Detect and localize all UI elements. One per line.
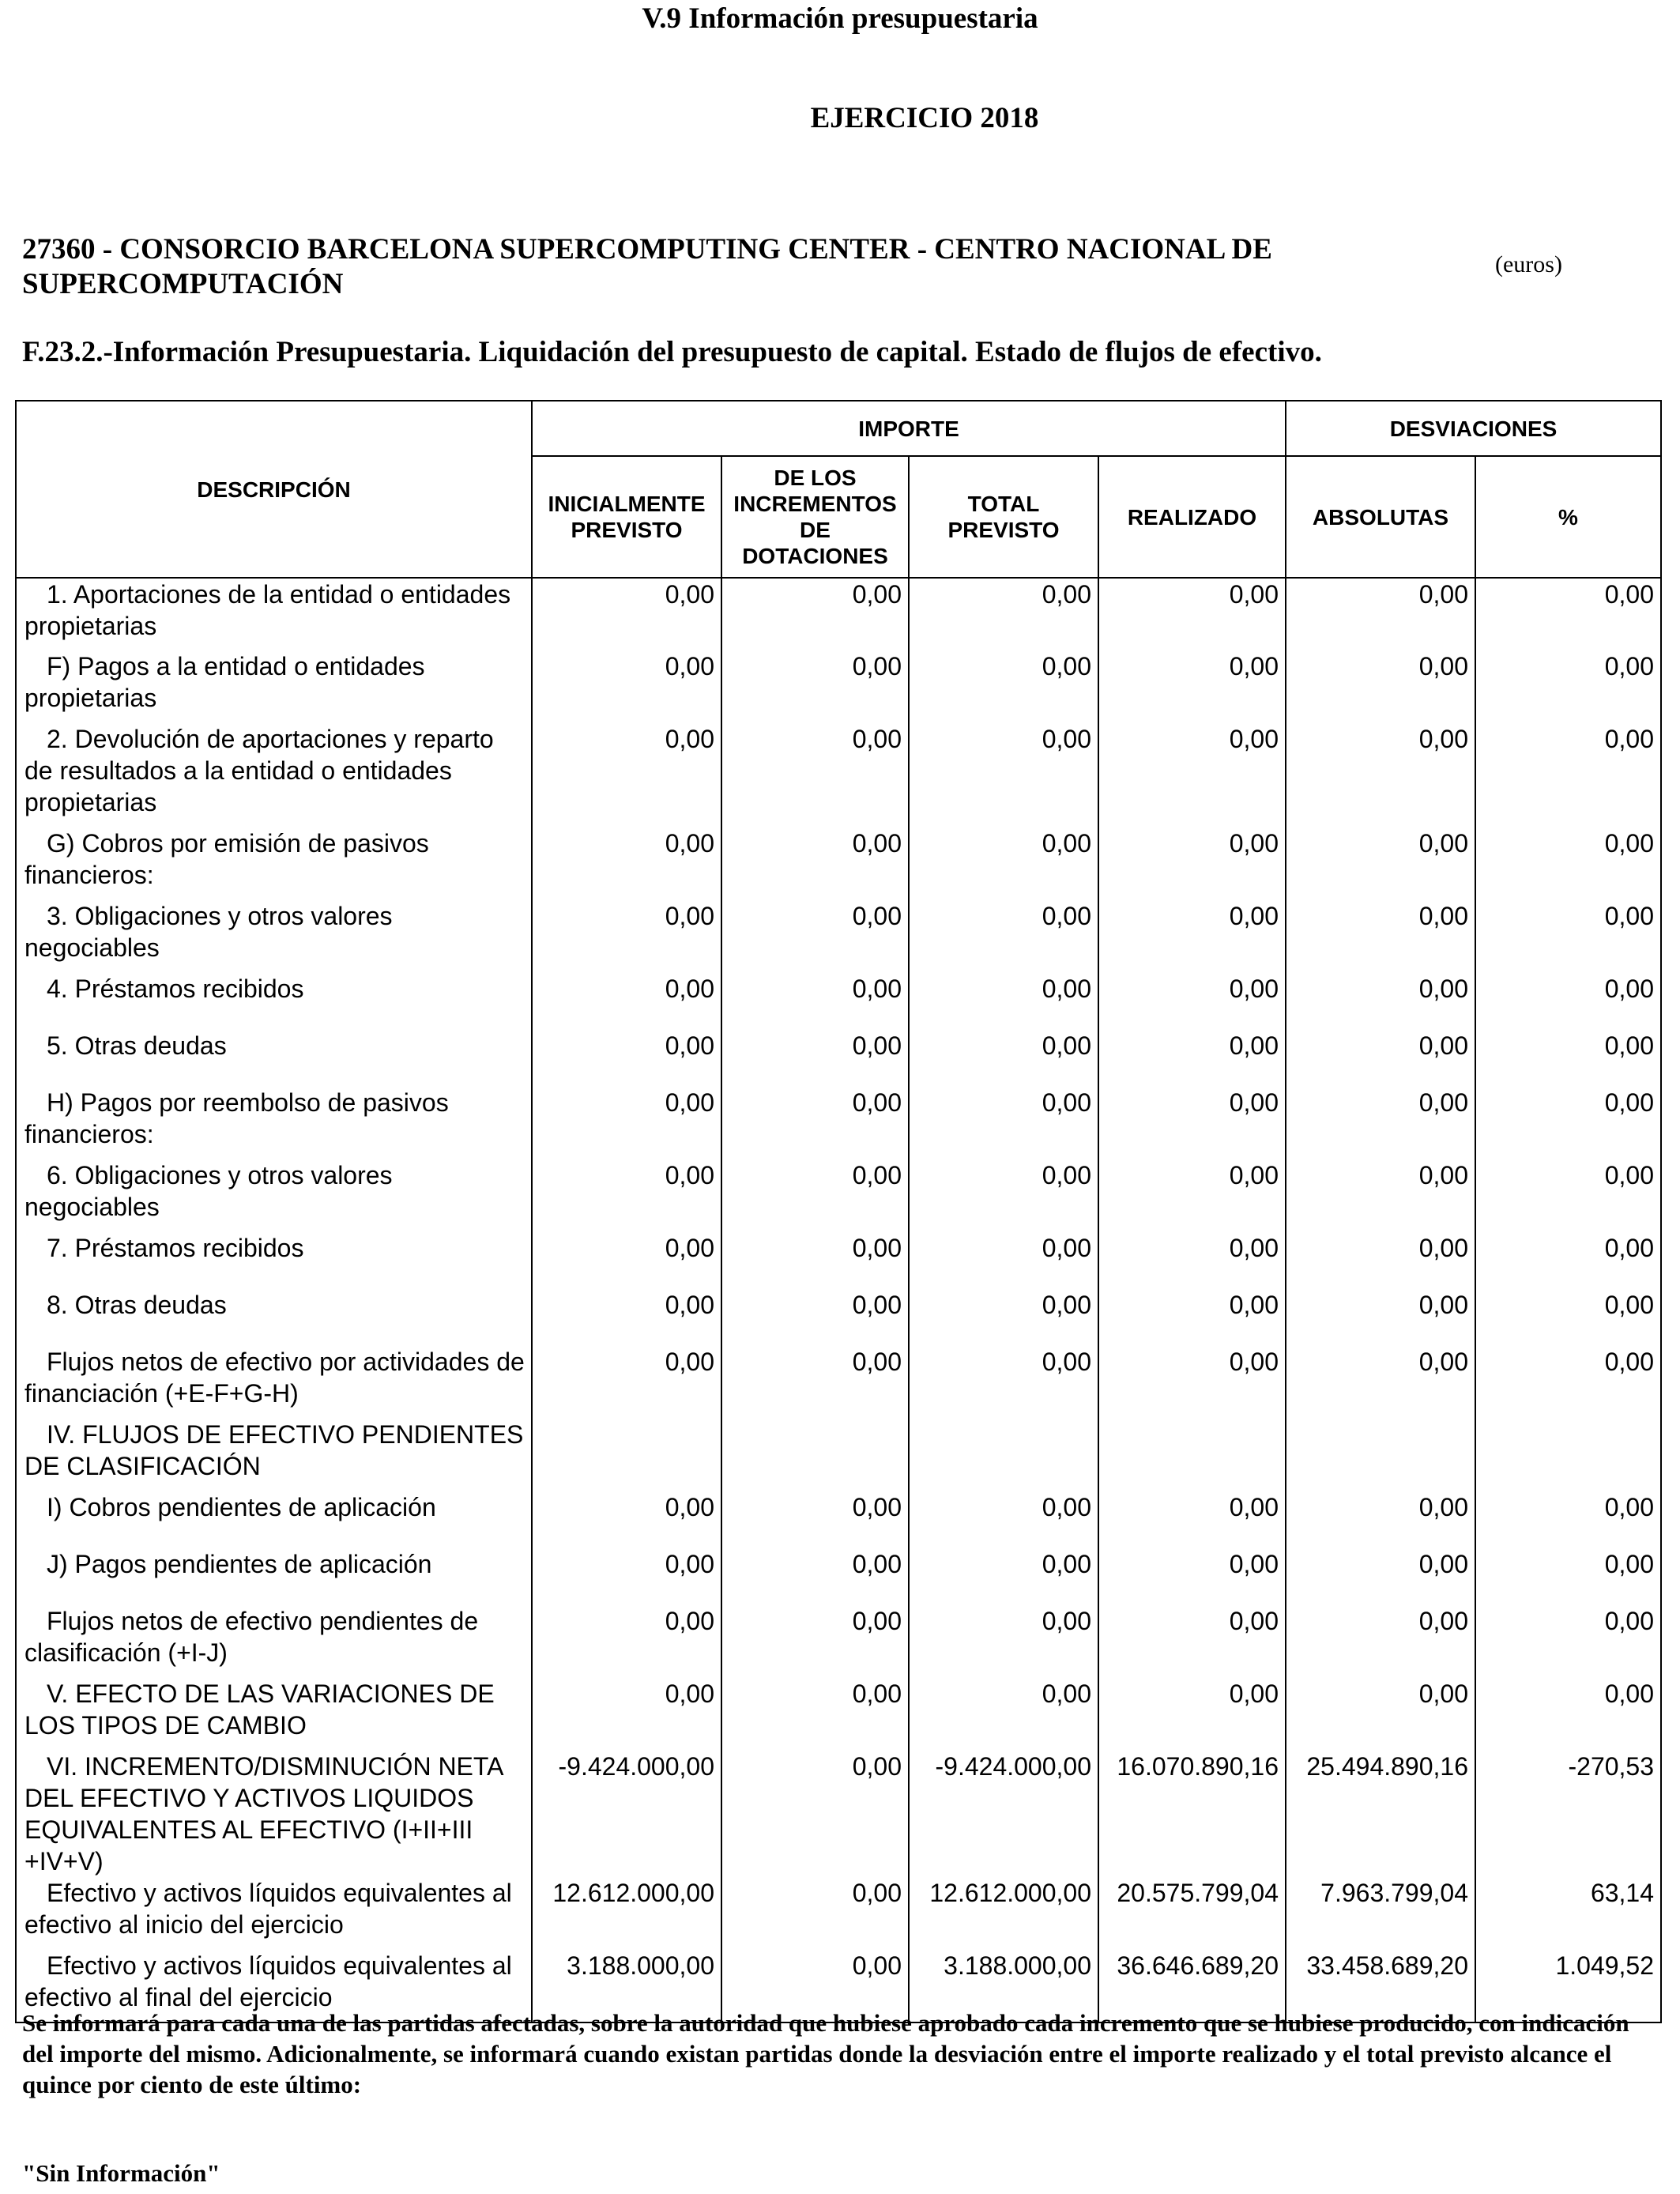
row-value: 0,00 [721,900,909,973]
table-row [16,1159,1661,1232]
row-description: Flujos netos de efectivo por actividades de financiación (+E-F+G-H) [16,1346,532,1419]
row-description: J) Pagos pendientes de aplicación [16,1548,532,1605]
row-value: 0,00 [532,650,721,723]
row-value: 0,00 [1286,1087,1475,1159]
row-value: -9.424.000,00 [909,1751,1098,1877]
row-value [1475,1419,1661,1491]
row-value: 0,00 [1098,1159,1286,1232]
row-value [1098,1419,1286,1491]
row-value: 16.070.890,16 [1098,1751,1286,1877]
row-value: 0,00 [721,578,909,650]
row-value: 0,00 [1475,1605,1661,1678]
row-value: 0,00 [1098,1346,1286,1419]
row-value: 0,00 [1286,1030,1475,1087]
row-value: 0,00 [909,1087,1098,1159]
header-incrementos-dotaciones: DE LOS INCREMENTOS DE DOTACIONES [721,456,909,578]
row-value: 33.458.689,20 [1286,1950,1475,2022]
row-value: 0,00 [721,1605,909,1678]
row-value: 0,00 [909,1605,1098,1678]
row-value: 0,00 [721,1548,909,1605]
header-description: DESCRIPCIÓN [16,401,532,578]
row-value: 0,00 [1475,827,1661,900]
table-row [16,650,1661,723]
header-importe: IMPORTE [532,401,1286,456]
table-row [16,973,1661,1030]
cash-flow-table [15,400,1662,2023]
table-body [16,578,1661,2022]
table-row [16,1419,1661,1491]
row-value: 0,00 [1098,1548,1286,1605]
row-description: G) Cobros por emisión de pasivos financieros: [16,827,532,900]
row-value: 0,00 [1475,1030,1661,1087]
row-value: 0,00 [909,578,1098,650]
header-realizado: REALIZADO [1098,456,1286,578]
row-value: 0,00 [1286,1346,1475,1419]
table-row [16,1548,1661,1605]
form-title: F.23.2.-Información Presupuestaria. Liquidación del presupuesto de capital. Estado de flujos de efectivo. [22,336,1322,368]
row-value: 0,00 [909,1232,1098,1289]
row-value: 0,00 [1098,900,1286,973]
exercise-year: EJERCICIO 2018 [810,102,1039,134]
header-percent: % [1475,456,1661,578]
row-value: 0,00 [721,827,909,900]
table-row [16,1678,1661,1751]
section-title: V.9 Información presupuestaria [642,2,1038,35]
table-row [16,723,1661,827]
header-total-previsto: TOTAL PREVISTO [909,456,1098,578]
row-value: 0,00 [1098,578,1286,650]
row-value: 0,00 [1098,1678,1286,1751]
row-value: 0,00 [909,1289,1098,1346]
row-value: 0,00 [1286,723,1475,827]
row-value: 0,00 [1475,1346,1661,1419]
row-value: 0,00 [1098,1289,1286,1346]
row-value: 0,00 [532,1491,721,1548]
row-value: 7.963.799,04 [1286,1877,1475,1950]
row-value [532,1419,721,1491]
row-value: 0,00 [909,1030,1098,1087]
row-value: 0,00 [1098,1030,1286,1087]
table-row [16,1877,1661,1950]
row-description: 7. Préstamos recibidos [16,1232,532,1289]
row-value: 0,00 [1475,1678,1661,1751]
row-value: 0,00 [1286,650,1475,723]
row-description: 2. Devolución de aportaciones y reparto de resultados a la entidad o entidades propietarias [16,723,532,827]
row-value: 25.494.890,16 [1286,1751,1475,1877]
row-value: 0,00 [721,1289,909,1346]
row-value: 0,00 [1098,723,1286,827]
row-value: 0,00 [532,723,721,827]
units-label: (euros) [1495,251,1562,277]
row-value: 0,00 [721,1950,909,2022]
row-value: 0,00 [1286,827,1475,900]
row-description: 4. Préstamos recibidos [16,973,532,1030]
row-value: 0,00 [721,1232,909,1289]
table-row [16,1491,1661,1548]
row-value: 0,00 [1475,1548,1661,1605]
table-row [16,900,1661,973]
row-value: 0,00 [1098,1491,1286,1548]
row-value: 0,00 [1286,1605,1475,1678]
row-value: 0,00 [909,1491,1098,1548]
row-value: 0,00 [1475,1087,1661,1159]
row-value: 0,00 [909,900,1098,973]
row-description: 3. Obligaciones y otros valores negociables [16,900,532,973]
row-value: 3.188.000,00 [532,1950,721,2022]
row-value: 0,00 [909,1159,1098,1232]
row-value: 0,00 [909,1678,1098,1751]
row-value: 0,00 [1475,1491,1661,1548]
table-row [16,1030,1661,1087]
row-value: 0,00 [1475,1232,1661,1289]
row-value: 0,00 [1286,973,1475,1030]
row-description: H) Pagos por reembolso de pasivos financieros: [16,1087,532,1159]
row-value: 3.188.000,00 [909,1950,1098,2022]
row-description: 1. Aportaciones de la entidad o entidades propietarias [16,578,532,650]
row-value: 0,00 [721,723,909,827]
row-value [909,1419,1098,1491]
row-value: 0,00 [1098,973,1286,1030]
table-row [16,578,1661,650]
header-desviaciones: DESVIACIONES [1286,401,1661,456]
row-value: 0,00 [532,1346,721,1419]
row-value: 0,00 [721,973,909,1030]
row-value: 0,00 [532,973,721,1030]
row-value: 0,00 [1098,1605,1286,1678]
row-description: Efectivo y activos líquidos equivalentes al efectivo al inicio del ejercicio [16,1877,532,1950]
row-value: 0,00 [1475,650,1661,723]
row-value: 0,00 [1286,1491,1475,1548]
row-value: 0,00 [721,1346,909,1419]
row-description: 5. Otras deudas [16,1030,532,1087]
row-value: 0,00 [1475,973,1661,1030]
row-value: 0,00 [721,1678,909,1751]
row-value: 0,00 [909,973,1098,1030]
row-value: 0,00 [909,723,1098,827]
table-row [16,1346,1661,1419]
row-value [1286,1419,1475,1491]
row-value: 1.049,52 [1475,1950,1661,2022]
row-value: 63,14 [1475,1877,1661,1950]
row-value: 0,00 [1286,1159,1475,1232]
row-value: 0,00 [532,1087,721,1159]
row-value: 0,00 [1098,650,1286,723]
row-value [721,1419,909,1491]
row-value: 0,00 [1286,1548,1475,1605]
row-description: F) Pagos a la entidad o entidades propietarias [16,650,532,723]
row-value: -270,53 [1475,1751,1661,1877]
row-value: 0,00 [1286,1232,1475,1289]
table-row [16,1289,1661,1346]
row-value: 12.612.000,00 [532,1877,721,1950]
row-value: 0,00 [1098,827,1286,900]
row-value: 12.612.000,00 [909,1877,1098,1950]
header-absolutas: ABSOLUTAS [1286,456,1475,578]
row-value: 0,00 [1286,1678,1475,1751]
row-description: 6. Obligaciones y otros valores negociables [16,1159,532,1232]
row-value: 0,00 [532,900,721,973]
row-value: 0,00 [1475,1289,1661,1346]
row-value: 0,00 [1098,1232,1286,1289]
row-value: 0,00 [532,578,721,650]
row-value: 0,00 [721,1030,909,1087]
row-description: 8. Otras deudas [16,1289,532,1346]
row-value: 0,00 [1475,578,1661,650]
row-value: 0,00 [721,1877,909,1950]
row-value: 0,00 [532,827,721,900]
row-value: 0,00 [532,1030,721,1087]
row-value: 0,00 [909,1346,1098,1419]
row-value: 0,00 [1475,900,1661,973]
table-row [16,1605,1661,1678]
row-description: VI. INCREMENTO/DISMINUCIÓN NETA DEL EFECTIVO Y ACTIVOS LIQUIDOS EQUIVALENTES AL EFECTIVO (I+II+III +IV+V) [16,1751,532,1877]
row-value: 0,00 [909,1548,1098,1605]
row-value: 0,00 [532,1232,721,1289]
row-value: 0,00 [1286,900,1475,973]
row-value: 0,00 [532,1289,721,1346]
row-value: 0,00 [1475,723,1661,827]
row-value: 0,00 [1475,1159,1661,1232]
row-value: 0,00 [532,1678,721,1751]
row-value: 0,00 [721,1087,909,1159]
table-row [16,1751,1661,1877]
entity-title: 27360 - CONSORCIO BARCELONA SUPERCOMPUTING CENTER - CENTRO NACIONAL DE SUPERCOMPUTACIÓN [22,233,1272,300]
row-value: 36.646.689,20 [1098,1950,1286,2022]
row-value: 20.575.799,04 [1098,1877,1286,1950]
row-description: Flujos netos de efectivo pendientes de clasificación (+I-J) [16,1605,532,1678]
no-information-note: "Sin Información" [22,2159,220,2187]
row-value: 0,00 [532,1159,721,1232]
row-value: 0,00 [1286,578,1475,650]
row-value: -9.424.000,00 [532,1751,721,1877]
row-description: I) Cobros pendientes de aplicación [16,1491,532,1548]
row-value: 0,00 [721,1491,909,1548]
table-row [16,1232,1661,1289]
row-description: Efectivo y activos líquidos equivalentes al efectivo al final del ejercicio [16,1950,532,2022]
row-description: IV. FLUJOS DE EFECTIVO PENDIENTES DE CLASIFICACIÓN [16,1419,532,1491]
row-value: 0,00 [1286,1289,1475,1346]
row-value: 0,00 [909,827,1098,900]
row-value: 0,00 [909,650,1098,723]
row-value: 0,00 [532,1605,721,1678]
table-row [16,1087,1661,1159]
footnote: Se informará para cada una de las partidas afectadas, sobre la autoridad que hubiese aprobado cada incremento que se hubiese producido, con indicación del importe del mismo. Adicionalmente, se informará cuando existan partidas donde la desviación entre el importe realizado y el total previsto alcance el quince por ciento de este último: [22,2009,1629,2098]
row-value: 0,00 [721,650,909,723]
header-inicialmente-previsto: INICIALMENTE PREVISTO [532,456,721,578]
row-value: 0,00 [532,1548,721,1605]
table-row [16,827,1661,900]
row-value: 0,00 [721,1159,909,1232]
row-description: V. EFECTO DE LAS VARIACIONES DE LOS TIPOS DE CAMBIO [16,1678,532,1751]
row-value: 0,00 [1098,1087,1286,1159]
row-value: 0,00 [721,1751,909,1877]
